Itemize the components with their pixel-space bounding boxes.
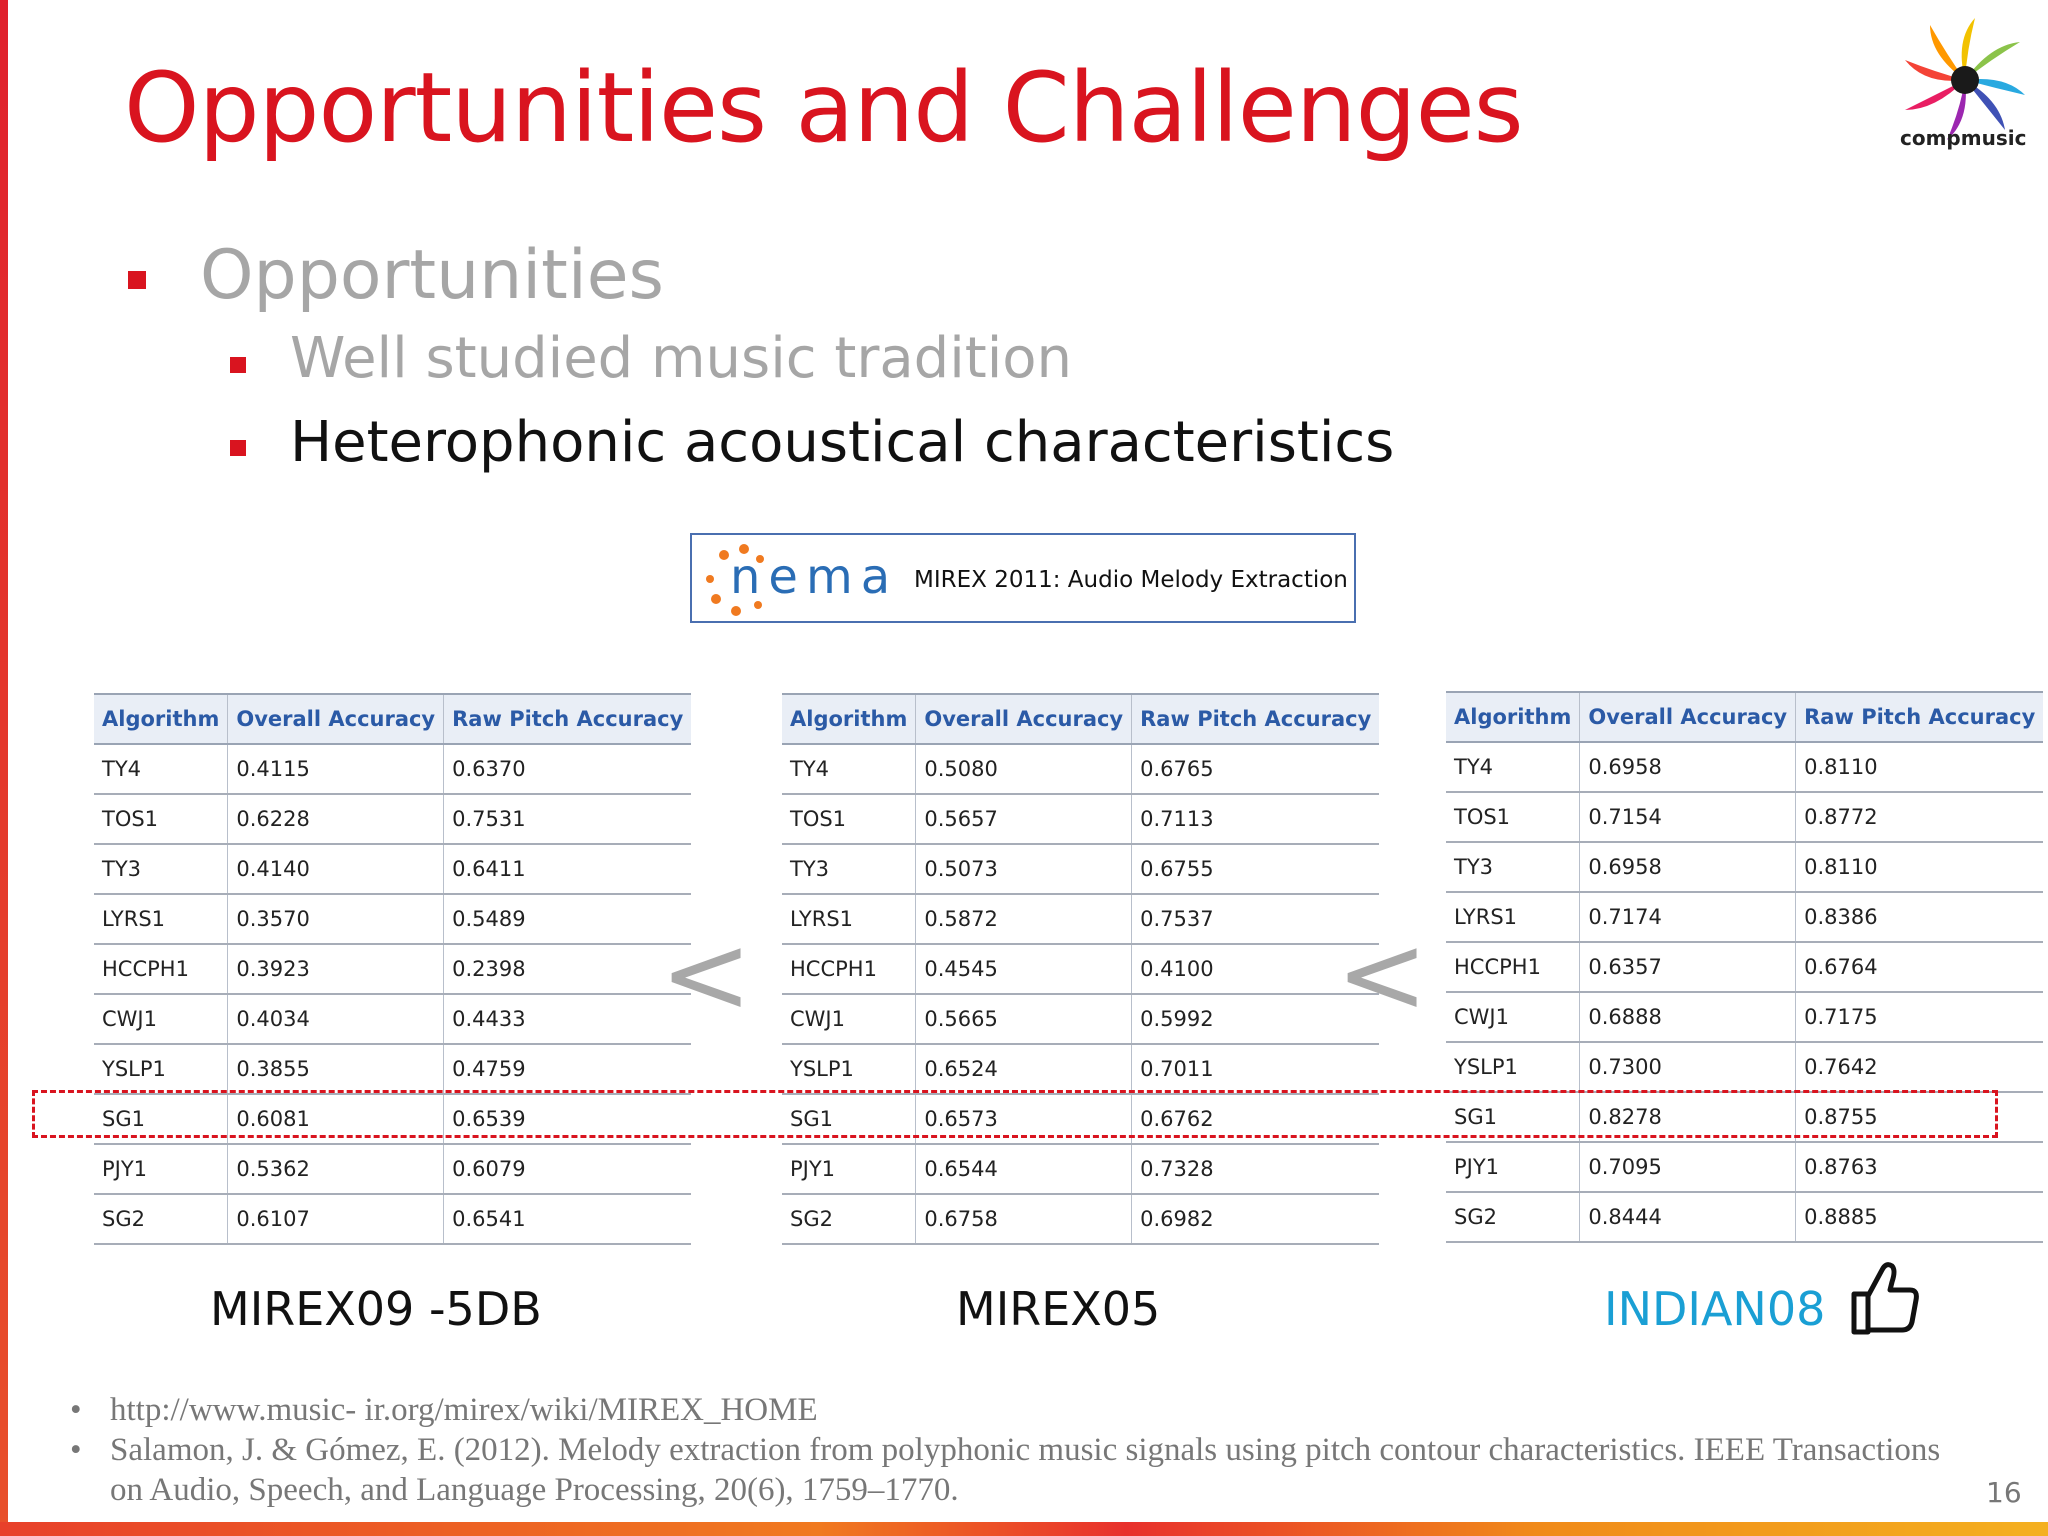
cell-overall: 0.6228 xyxy=(228,794,444,844)
bottom-accent-bar xyxy=(0,1522,2048,1536)
table-row xyxy=(782,1144,1379,1194)
cell-raw-pitch: 0.6982 xyxy=(1132,1194,1380,1244)
cell-raw-pitch: 0.6370 xyxy=(444,744,692,794)
table-row xyxy=(94,994,691,1044)
cell-overall: 0.4115 xyxy=(228,744,444,794)
reference-citation: Salamon, J. & Gómez, E. (2012). Melody extraction from polyphonic music signals using pitch contour characteristics. IEEE Transactions on Audio, Speech, and Language Processing, 20(6), 1759–1770. xyxy=(110,1432,1941,1508)
cell-algorithm: TOS1 xyxy=(94,794,228,844)
cell-algorithm: YSLP1 xyxy=(782,1044,916,1094)
nema-banner xyxy=(690,533,1356,623)
table-row xyxy=(782,1194,1379,1244)
cell-overall: 0.3923 xyxy=(228,944,444,994)
cell-algorithm: HCCPH1 xyxy=(1446,942,1580,992)
caption-mirex09: MIREX09 -5DB xyxy=(210,1282,542,1336)
cell-algorithm: HCCPH1 xyxy=(782,944,916,994)
page-number: 16 xyxy=(1986,1476,2022,1509)
less-than-symbol: < xyxy=(1336,910,1429,1038)
header-algorithm: Algorithm xyxy=(1446,692,1580,742)
cell-raw-pitch: 0.4100 xyxy=(1132,944,1380,994)
cell-algorithm: LYRS1 xyxy=(1446,892,1580,942)
table-row xyxy=(1446,1192,2043,1242)
cell-overall: 0.6573 xyxy=(916,1094,1132,1144)
cell-overall: 0.7174 xyxy=(1580,892,1796,942)
cell-algorithm: SG2 xyxy=(782,1194,916,1244)
table-row xyxy=(1446,792,2043,842)
cell-algorithm: SG2 xyxy=(94,1194,228,1244)
header-algorithm: Algorithm xyxy=(782,694,916,744)
cell-overall: 0.5665 xyxy=(916,994,1132,1044)
table-row xyxy=(94,744,691,794)
cell-raw-pitch: 0.8763 xyxy=(1796,1142,2044,1192)
bullet-marker xyxy=(230,440,246,456)
cell-overall: 0.6357 xyxy=(1580,942,1796,992)
cell-raw-pitch: 0.8110 xyxy=(1796,842,2044,892)
header-overall-accuracy: Overall Accuracy xyxy=(228,694,444,744)
caption-indian08: INDIAN08 xyxy=(1604,1282,1826,1336)
nema-logo-word: nema xyxy=(730,549,899,605)
cell-algorithm: SG1 xyxy=(1446,1092,1580,1142)
cell-overall: 0.7095 xyxy=(1580,1142,1796,1192)
table-row xyxy=(782,794,1379,844)
cell-overall: 0.6958 xyxy=(1580,842,1796,892)
header-raw-pitch-accuracy: Raw Pitch Accuracy xyxy=(1796,692,2044,742)
sub-bullet-heterophonic: Heterophonic acoustical characteristics xyxy=(290,410,1395,475)
header-overall-accuracy: Overall Accuracy xyxy=(916,694,1132,744)
cell-raw-pitch: 0.6541 xyxy=(444,1194,692,1244)
table-row xyxy=(782,744,1379,794)
cell-raw-pitch: 0.6411 xyxy=(444,844,692,894)
cell-raw-pitch: 0.8755 xyxy=(1796,1092,2044,1142)
cell-raw-pitch: 0.2398 xyxy=(444,944,692,994)
table-row xyxy=(94,1144,691,1194)
cell-raw-pitch: 0.6765 xyxy=(1132,744,1380,794)
cell-algorithm: SG1 xyxy=(94,1094,228,1144)
table-row xyxy=(782,894,1379,944)
cell-raw-pitch: 0.4759 xyxy=(444,1044,692,1094)
cell-raw-pitch: 0.7531 xyxy=(444,794,692,844)
cell-raw-pitch: 0.4433 xyxy=(444,994,692,1044)
sg1-highlight-box xyxy=(32,1090,1998,1138)
cell-raw-pitch: 0.8885 xyxy=(1796,1192,2044,1242)
cell-algorithm: TY4 xyxy=(782,744,916,794)
cell-algorithm: YSLP1 xyxy=(94,1044,228,1094)
results-table-indian08 xyxy=(1446,691,2043,1243)
cell-overall: 0.8278 xyxy=(1580,1092,1796,1142)
header-overall-accuracy: Overall Accuracy xyxy=(1580,692,1796,742)
table-row xyxy=(1446,992,2043,1042)
cell-raw-pitch: 0.6764 xyxy=(1796,942,2044,992)
cell-overall: 0.5657 xyxy=(916,794,1132,844)
table-row xyxy=(782,944,1379,994)
bullet-opportunities: Opportunities xyxy=(200,236,664,315)
cell-overall: 0.5073 xyxy=(916,844,1132,894)
table-row xyxy=(1446,1142,2043,1192)
cell-algorithm: SG1 xyxy=(782,1094,916,1144)
bullet-marker xyxy=(230,357,246,373)
cell-overall: 0.6107 xyxy=(228,1194,444,1244)
cell-raw-pitch: 0.7011 xyxy=(1132,1044,1380,1094)
table-row xyxy=(1446,942,2043,992)
reference-item: • Salamon, J. & Gómez, E. (2012). Melody extraction from polyphonic music signals using pitch contour characteristics. IEEE Transactions on Audio, Speech, and Language Processing, 20(6), 1759–1770. xyxy=(70,1432,1941,1508)
table-row xyxy=(94,1044,691,1094)
nema-caption: MIREX 2011: Audio Melody Extraction xyxy=(914,567,1348,593)
reference-item: • http://www.music- ir.org/mirex/wiki/MIREX_HOME xyxy=(70,1392,818,1428)
table-row xyxy=(94,844,691,894)
cell-raw-pitch: 0.7113 xyxy=(1132,794,1380,844)
cell-overall: 0.5080 xyxy=(916,744,1132,794)
logo-text: compmusic xyxy=(1900,126,2027,150)
table-row xyxy=(94,944,691,994)
cell-overall: 0.6888 xyxy=(1580,992,1796,1042)
cell-raw-pitch: 0.8110 xyxy=(1796,742,2044,792)
cell-overall: 0.8444 xyxy=(1580,1192,1796,1242)
header-raw-pitch-accuracy: Raw Pitch Accuracy xyxy=(444,694,692,744)
cell-raw-pitch: 0.6079 xyxy=(444,1144,692,1194)
cell-overall: 0.4034 xyxy=(228,994,444,1044)
sub-bullet-well-studied: Well studied music tradition xyxy=(290,326,1073,391)
cell-algorithm: CWJ1 xyxy=(1446,992,1580,1042)
cell-raw-pitch: 0.7642 xyxy=(1796,1042,2044,1092)
results-table-mirex09 xyxy=(94,693,691,1245)
cell-algorithm: YSLP1 xyxy=(1446,1042,1580,1092)
cell-algorithm: PJY1 xyxy=(782,1144,916,1194)
thumbs-up-icon xyxy=(1848,1258,1920,1336)
cell-raw-pitch: 0.6762 xyxy=(1132,1094,1380,1144)
cell-raw-pitch: 0.8772 xyxy=(1796,792,2044,842)
results-table-mirex05 xyxy=(782,693,1379,1245)
cell-algorithm: CWJ1 xyxy=(94,994,228,1044)
cell-raw-pitch: 0.5489 xyxy=(444,894,692,944)
table-row xyxy=(782,1044,1379,1094)
cell-algorithm: TY3 xyxy=(94,844,228,894)
cell-algorithm: LYRS1 xyxy=(782,894,916,944)
table-row xyxy=(782,994,1379,1044)
cell-raw-pitch: 0.7175 xyxy=(1796,992,2044,1042)
bullet-marker xyxy=(128,271,146,289)
cell-raw-pitch: 0.7537 xyxy=(1132,894,1380,944)
table-row xyxy=(94,1194,691,1244)
table-row xyxy=(782,844,1379,894)
references xyxy=(70,1390,1970,1510)
cell-overall: 0.6758 xyxy=(916,1194,1132,1244)
cell-overall: 0.6958 xyxy=(1580,742,1796,792)
cell-overall: 0.6544 xyxy=(916,1144,1132,1194)
cell-algorithm: TY3 xyxy=(1446,842,1580,892)
cell-raw-pitch: 0.6539 xyxy=(444,1094,692,1144)
cell-algorithm: SG2 xyxy=(1446,1192,1580,1242)
table-row xyxy=(1446,742,2043,792)
cell-overall: 0.3570 xyxy=(228,894,444,944)
cell-algorithm: HCCPH1 xyxy=(94,944,228,994)
less-than-symbol: < xyxy=(660,910,753,1038)
cell-algorithm: CWJ1 xyxy=(782,994,916,1044)
cell-overall: 0.7300 xyxy=(1580,1042,1796,1092)
cell-raw-pitch: 0.7328 xyxy=(1132,1144,1380,1194)
left-accent-bar xyxy=(0,0,8,1536)
table-row xyxy=(1446,842,2043,892)
cell-overall: 0.5872 xyxy=(916,894,1132,944)
cell-overall: 0.7154 xyxy=(1580,792,1796,842)
header-raw-pitch-accuracy: Raw Pitch Accuracy xyxy=(1132,694,1380,744)
cell-algorithm: TOS1 xyxy=(1446,792,1580,842)
cell-raw-pitch: 0.6755 xyxy=(1132,844,1380,894)
header-algorithm: Algorithm xyxy=(94,694,228,744)
cell-overall: 0.4140 xyxy=(228,844,444,894)
cell-algorithm: LYRS1 xyxy=(94,894,228,944)
table-row xyxy=(94,894,691,944)
slide-title: Opportunities and Challenges xyxy=(124,52,1523,164)
table-row xyxy=(94,794,691,844)
table-row xyxy=(1446,1042,2043,1092)
cell-algorithm: TY4 xyxy=(94,744,228,794)
cell-overall: 0.4545 xyxy=(916,944,1132,994)
cell-raw-pitch: 0.8386 xyxy=(1796,892,2044,942)
cell-overall: 0.3855 xyxy=(228,1044,444,1094)
table-row xyxy=(1446,892,2043,942)
cell-algorithm: PJY1 xyxy=(1446,1142,1580,1192)
cell-algorithm: PJY1 xyxy=(94,1144,228,1194)
cell-overall: 0.6081 xyxy=(228,1094,444,1144)
cell-algorithm: TY3 xyxy=(782,844,916,894)
cell-algorithm: TOS1 xyxy=(782,794,916,844)
caption-mirex05: MIREX05 xyxy=(956,1282,1161,1336)
cell-raw-pitch: 0.5992 xyxy=(1132,994,1380,1044)
reference-url[interactable]: http://www.music- ir.org/mirex/wiki/MIREX_HOME xyxy=(110,1392,818,1428)
cell-algorithm: TY4 xyxy=(1446,742,1580,792)
cell-overall: 0.6524 xyxy=(916,1044,1132,1094)
cell-overall: 0.5362 xyxy=(228,1144,444,1194)
